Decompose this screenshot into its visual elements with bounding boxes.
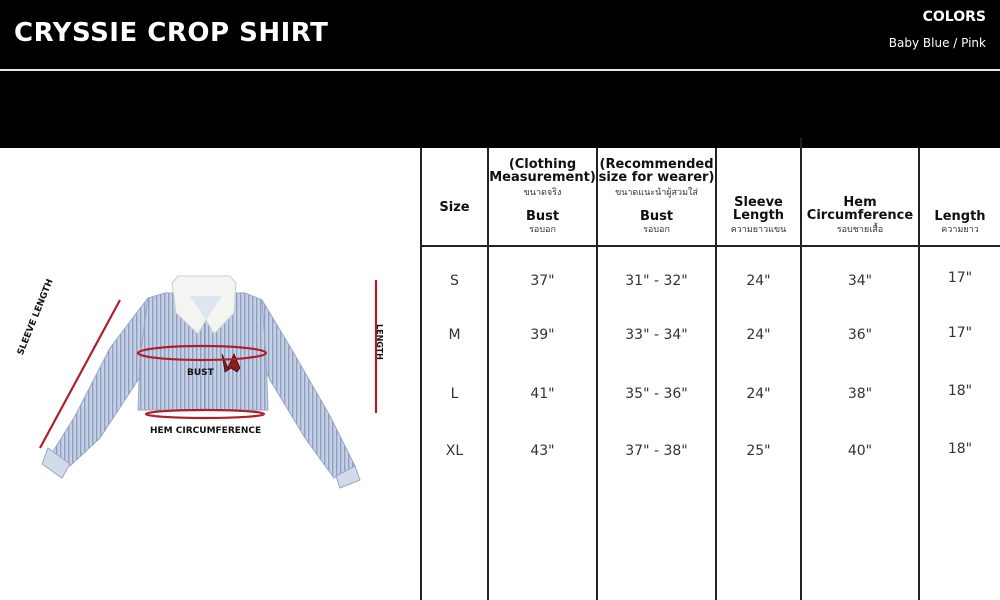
cell-sleeve: 24": [746, 386, 771, 402]
cell-size: M: [448, 327, 461, 343]
cell-size: L: [450, 386, 459, 402]
header-bar: [0, 0, 1000, 148]
header-length: Length: [934, 209, 986, 224]
bust-label: BUST: [187, 368, 214, 378]
colors-label: COLORS: [922, 9, 986, 25]
header-clothing-bust-thai: รอบอก: [529, 225, 556, 235]
column-sleeve-length: [717, 148, 800, 600]
header-recommended-bust-thai: รอบอก: [643, 225, 670, 235]
column-clothing-bust: [489, 148, 596, 600]
cell-recommended: 37" - 38": [625, 443, 688, 459]
cell-sleeve: 24": [746, 273, 771, 289]
header-length-thai: ความยาว: [941, 225, 979, 235]
header-clothing-thai: ขนาดจริง: [523, 188, 562, 198]
hem-label: HEM CIRCUMFERENCE: [150, 426, 262, 436]
cell-bust: 41": [530, 386, 555, 402]
column-length: [920, 148, 1000, 600]
product-title: CRYSSIE CROP SHIRT: [14, 18, 329, 48]
cell-sleeve: 25": [746, 443, 771, 459]
cell-length: 17": [947, 325, 973, 341]
cell-bust: 43": [530, 443, 555, 459]
column-hem-circumference: [802, 148, 918, 600]
cell-hem: 40": [847, 443, 873, 459]
colors-value: Baby Blue / Pink: [888, 36, 986, 50]
length-label: LENGTH: [375, 324, 384, 360]
cell-recommended: 35" - 36": [625, 386, 688, 402]
cell-hem: 38": [847, 386, 873, 402]
header-clothing-measurement: (Clothing Measurement): [489, 157, 596, 185]
header-sleeve-thai: ความยาวแขน: [730, 225, 787, 235]
cell-bust: 37": [530, 273, 555, 289]
cell-hem: 34": [847, 273, 873, 289]
header-hem-thai: รอบชายเสื้อ: [836, 225, 884, 235]
size-chart-table: [420, 148, 1000, 600]
column-size: [422, 148, 487, 600]
sleeve-length-label: SLEEVE LENGTH: [16, 277, 56, 357]
header-divider: [0, 69, 1000, 71]
cell-hem: 36": [847, 327, 873, 343]
header-recommended-size: (Recommended size for wearer): [598, 157, 715, 185]
hem-marker: [146, 410, 264, 418]
header-clothing-bust: Bust: [525, 209, 560, 224]
header-recommended-thai: ขนาดแนะนำผู้สวมใส่: [615, 188, 698, 198]
cell-bust: 39": [530, 327, 555, 343]
header-hem-circumference: Hem Circumference: [806, 195, 914, 223]
cell-recommended: 33" - 34": [625, 327, 688, 343]
cell-recommended: 31" - 32": [625, 273, 688, 289]
header-size: Size: [439, 200, 470, 215]
header-recommended-bust: Bust: [639, 209, 674, 224]
header-sleeve-length: Sleeve Length: [732, 195, 785, 223]
shirt-illustration: [0, 148, 420, 600]
cell-length: 17": [947, 270, 973, 286]
cell-length: 18": [947, 441, 973, 457]
column-recommended-bust: [598, 148, 715, 600]
cell-sleeve: 24": [746, 327, 771, 343]
cell-size: XL: [445, 443, 464, 459]
cell-size: S: [450, 273, 459, 289]
cell-length: 18": [947, 383, 973, 399]
